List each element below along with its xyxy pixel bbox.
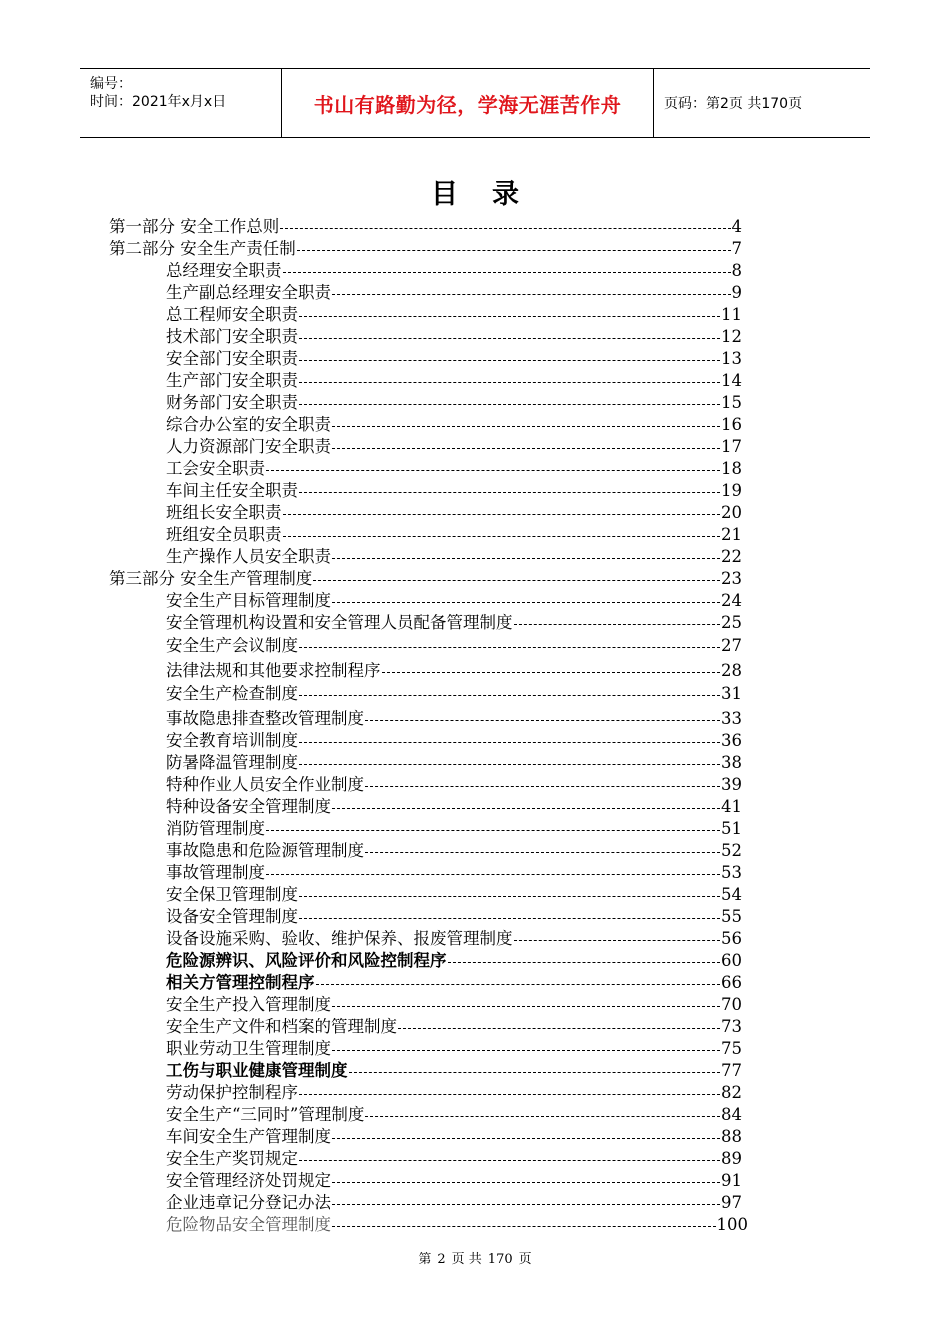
toc-entry-label: 法律法规和其他要求控制程序 — [166, 661, 381, 680]
toc-entry-label: 安全部门安全职责 — [166, 349, 298, 368]
toc-leader-line — [365, 786, 720, 787]
toc-entry-page: 60 — [721, 951, 742, 970]
toc-entry-page: 16 — [721, 415, 742, 434]
toc-leader-line — [299, 492, 720, 493]
toc-entry-page: 12 — [721, 327, 742, 346]
toc-entry-page: 66 — [721, 973, 742, 992]
toc-leader-line — [332, 1050, 720, 1051]
toc-entry-label: 安全管理机构设置和安全管理人员配备管理制度 — [166, 613, 513, 632]
toc-entry-page: 39 — [721, 775, 742, 794]
toc-entry-label: 财务部门安全职责 — [166, 393, 298, 412]
toc-entry[interactable] — [166, 1038, 742, 1060]
toc-entry[interactable] — [166, 950, 742, 972]
toc-entry-label: 安全生产文件和档案的管理制度 — [166, 1017, 397, 1036]
toc-entry-label: 第一部分 安全工作总则 — [109, 217, 280, 236]
toc-leader-line — [266, 874, 720, 875]
toc-leader-line — [299, 647, 720, 648]
toc-entry[interactable] — [166, 260, 742, 282]
toc-entry-page: 25 — [721, 613, 742, 632]
toc-entry-page: 14 — [721, 371, 742, 390]
toc-entry[interactable] — [166, 524, 742, 546]
toc-entry[interactable] — [166, 458, 742, 480]
toc-leader-line — [332, 1226, 716, 1227]
toc-entry-label: 劳动保护控制程序 — [166, 1083, 298, 1102]
toc-entry-label: 安全生产“三同时”管理制度 — [166, 1105, 365, 1124]
toc-entry-label: 安全生产目标管理制度 — [166, 591, 331, 610]
toc-leader-line — [332, 1006, 720, 1007]
toc-leader-line — [332, 1182, 720, 1183]
footer-mid: 页 共 — [451, 1252, 482, 1267]
document-time-label: 时间：2021年x月x日 — [90, 94, 227, 110]
toc-entry-label: 安全生产会议制度 — [166, 636, 298, 655]
toc-entry[interactable] — [166, 1082, 742, 1104]
toc-entry-page: 56 — [721, 929, 742, 948]
toc-leader-line — [332, 558, 720, 559]
toc-entry-label: 事故隐患和危险源管理制度 — [166, 841, 364, 860]
toc-entry[interactable] — [166, 546, 742, 568]
toc-entry-label: 总经理安全职责 — [166, 261, 282, 280]
header-meta-cell — [80, 69, 282, 137]
toc-leader-line — [332, 294, 731, 295]
footer-suffix: 页 — [518, 1252, 532, 1267]
toc-leader-line — [299, 742, 720, 743]
toc-leader-line — [299, 360, 720, 361]
toc-leader-line — [283, 536, 721, 537]
toc-leader-line — [283, 514, 721, 515]
toc-entry-page: 91 — [721, 1171, 742, 1190]
document-code-label: 编号： — [90, 76, 132, 92]
toc-leader-line — [266, 470, 720, 471]
toc-entry[interactable] — [166, 796, 742, 818]
toc-entry-label: 相关方管理控制程序 — [166, 973, 315, 992]
toc-entry-page: 15 — [721, 393, 742, 412]
toc-leader-line — [299, 382, 720, 383]
toc-entry[interactable] — [166, 884, 742, 906]
toc-entry[interactable] — [166, 414, 742, 436]
toc-entry[interactable] — [166, 928, 742, 950]
header-motto-cell — [282, 69, 654, 137]
toc-entry-page: 9 — [731, 283, 742, 302]
toc-entry[interactable] — [166, 1214, 748, 1236]
toc-entry-label: 技术部门安全职责 — [166, 327, 298, 346]
toc-leader-line — [365, 720, 720, 721]
toc-entry[interactable] — [166, 994, 742, 1016]
toc-entry-label: 危险物品安全管理制度 — [166, 1215, 331, 1234]
toc-leader-line — [299, 1160, 720, 1161]
toc-entry[interactable] — [166, 304, 742, 326]
page-footer — [0, 1248, 950, 1267]
toc-entry-label: 设备设施采购、验收、维护保养、报废管理制度 — [166, 929, 513, 948]
toc-entry-page: 84 — [721, 1105, 742, 1124]
toc-entry-page: 82 — [721, 1083, 742, 1102]
toc-entry[interactable] — [166, 1148, 742, 1170]
toc-entry-page: 23 — [721, 569, 742, 588]
toc-entry[interactable] — [166, 590, 742, 612]
toc-leader-line — [280, 228, 730, 229]
toc-entry-page: 73 — [721, 1017, 742, 1036]
toc-entry-label: 特种设备安全管理制度 — [166, 797, 331, 816]
toc-entry-label: 生产部门安全职责 — [166, 371, 298, 390]
toc-entry-label: 职业劳动卫生管理制度 — [166, 1039, 331, 1058]
document-header — [80, 68, 870, 138]
toc-leader-line — [332, 426, 720, 427]
toc-entry-page: 7 — [731, 239, 742, 258]
toc-leader-line — [299, 316, 720, 317]
toc-leader-line — [299, 896, 720, 897]
toc-entry[interactable] — [166, 392, 742, 414]
toc-entry[interactable] — [166, 683, 742, 705]
toc-entry-page: 89 — [721, 1149, 742, 1168]
toc-leader-line — [297, 250, 731, 251]
toc-leader-line — [365, 1116, 720, 1117]
toc-entry-page: 41 — [721, 797, 742, 816]
toc-entry-label: 设备安全管理制度 — [166, 907, 298, 926]
toc-entry[interactable] — [166, 1126, 742, 1148]
toc-entry-page: 11 — [721, 305, 742, 324]
toc-leader-line — [299, 764, 720, 765]
toc-leader-line — [299, 695, 720, 696]
toc-entry[interactable] — [109, 216, 742, 238]
toc-entry-page: 24 — [721, 591, 742, 610]
toc-leader-line — [514, 624, 721, 625]
toc-entry-label: 车间安全生产管理制度 — [166, 1127, 331, 1146]
toc-entry-label: 人力资源部门安全职责 — [166, 437, 331, 456]
toc-entry-page: 70 — [721, 995, 742, 1014]
toc-leader-line — [349, 1072, 721, 1073]
toc-entry-label: 工会安全职责 — [166, 459, 265, 478]
toc-entry-page: 38 — [721, 753, 742, 772]
header-page-info-cell — [654, 69, 870, 137]
toc-entry-page: 4 — [731, 217, 742, 236]
toc-entry[interactable] — [166, 370, 742, 392]
page-title: 目录 — [431, 179, 553, 210]
toc-entry[interactable] — [166, 818, 742, 840]
toc-entry-page: 21 — [721, 525, 742, 544]
toc-leader-line — [299, 918, 720, 919]
toc-entry[interactable] — [166, 326, 742, 348]
toc-entry-label: 安全教育培训制度 — [166, 731, 298, 750]
toc-leader-line — [299, 404, 720, 405]
toc-entry[interactable] — [166, 862, 742, 884]
toc-entry[interactable] — [166, 1104, 742, 1126]
toc-entry-label: 第二部分 安全生产责任制 — [109, 239, 296, 258]
toc-entry-label: 事故管理制度 — [166, 863, 265, 882]
toc-entry-page: 97 — [721, 1193, 742, 1212]
toc-leader-line — [448, 962, 721, 963]
toc-entry[interactable] — [166, 752, 742, 774]
toc-entry-page: 8 — [731, 261, 742, 280]
footer-prefix: 第 — [418, 1252, 432, 1267]
toc-leader-line — [316, 984, 721, 985]
toc-leader-line — [365, 852, 720, 853]
toc-entry-page: 51 — [721, 819, 742, 838]
toc-entry-page: 75 — [721, 1039, 742, 1058]
toc-entry-label: 第三部分 安全生产管理制度 — [109, 569, 313, 588]
toc-entry-label: 危险源辨识、风险评价和风险控制程序 — [166, 951, 447, 970]
toc-entry[interactable] — [166, 774, 742, 796]
toc-entry-page: 55 — [721, 907, 742, 926]
toc-entry-page: 54 — [721, 885, 742, 904]
toc-entry[interactable] — [166, 1060, 742, 1082]
toc-entry-label: 生产操作人员安全职责 — [166, 547, 331, 566]
toc-entry[interactable] — [166, 612, 742, 634]
toc-leader-line — [299, 1094, 720, 1095]
toc-entry-label: 班组长安全职责 — [166, 503, 282, 522]
toc-entry-page: 36 — [721, 731, 742, 750]
toc-entry-label: 安全生产检查制度 — [166, 684, 298, 703]
footer-total-pages: 170 — [487, 1252, 513, 1267]
toc-entry-page: 31 — [721, 684, 742, 703]
toc-entry-page: 77 — [721, 1061, 742, 1080]
toc-leader-line — [266, 830, 720, 831]
toc-entry-page: 88 — [721, 1127, 742, 1146]
toc-leader-line — [332, 448, 720, 449]
toc-entry-label: 班组安全员职责 — [166, 525, 282, 544]
toc-entry[interactable] — [166, 660, 742, 682]
toc-entry[interactable] — [166, 906, 742, 928]
toc-leader-line — [398, 1028, 720, 1029]
toc-entry[interactable] — [166, 502, 742, 524]
toc-entry[interactable] — [166, 480, 742, 502]
toc-entry-label: 安全生产投入管理制度 — [166, 995, 331, 1014]
toc-entry-label: 事故隐患排查整改管理制度 — [166, 709, 364, 728]
toc-entry[interactable] — [109, 238, 742, 260]
toc-leader-line — [332, 1204, 720, 1205]
toc-entry-label: 车间主任安全职责 — [166, 481, 298, 500]
toc-entry-page: 53 — [721, 863, 742, 882]
toc-entry-label: 安全管理经济处罚规定 — [166, 1171, 331, 1190]
toc-leader-line — [283, 272, 731, 273]
toc-entry-label: 综合办公室的安全职责 — [166, 415, 331, 434]
toc-entry-page: 13 — [721, 349, 742, 368]
toc-entry-label: 消防管理制度 — [166, 819, 265, 838]
toc-entry[interactable] — [166, 1192, 742, 1214]
toc-entry-label: 工伤与职业健康管理制度 — [166, 1061, 348, 1080]
toc-entry[interactable] — [166, 635, 742, 657]
toc-entry[interactable] — [166, 436, 742, 458]
header-motto: 书山有路勤为径，学海无涯苦作舟 — [313, 92, 622, 117]
toc-leader-line — [313, 580, 720, 581]
footer-current-page: 2 — [437, 1252, 446, 1267]
toc-entry[interactable] — [166, 708, 742, 730]
toc-entry-page: 22 — [721, 547, 742, 566]
toc-entry-page: 17 — [721, 437, 742, 456]
toc-entry-label: 安全生产奖罚规定 — [166, 1149, 298, 1168]
toc-leader-line — [332, 808, 720, 809]
toc-leader-line — [332, 602, 720, 603]
toc-entry[interactable] — [166, 730, 742, 752]
toc-entry[interactable] — [166, 1170, 742, 1192]
toc-entry-label: 防暑降温管理制度 — [166, 753, 298, 772]
toc-entry-page: 28 — [721, 661, 742, 680]
toc-entry-page: 27 — [721, 636, 742, 655]
header-page-info: 页码：第2页 共170页 — [664, 96, 803, 112]
toc-entry-label: 总工程师安全职责 — [166, 305, 298, 324]
toc-entry[interactable] — [166, 972, 742, 994]
toc-entry-label: 安全保卫管理制度 — [166, 885, 298, 904]
toc-leader-line — [332, 1138, 720, 1139]
toc-entry-page: 20 — [721, 503, 742, 522]
toc-leader-line — [299, 338, 720, 339]
toc-entry-page: 19 — [721, 481, 742, 500]
toc-entry[interactable] — [166, 1016, 742, 1038]
toc-entry-page: 100 — [716, 1215, 748, 1234]
toc-entry-page: 33 — [721, 709, 742, 728]
toc-entry[interactable] — [166, 348, 742, 370]
toc-entry-page: 52 — [721, 841, 742, 860]
toc-entry-label: 特种作业人员安全作业制度 — [166, 775, 364, 794]
toc-leader-line — [382, 672, 721, 673]
toc-entry[interactable] — [166, 840, 742, 862]
toc-entry-label: 生产副总经理安全职责 — [166, 283, 331, 302]
toc-entry[interactable] — [166, 282, 742, 304]
toc-leader-line — [514, 940, 721, 941]
toc-entry-label: 企业违章记分登记办法 — [166, 1193, 331, 1212]
toc-entry[interactable] — [109, 568, 742, 590]
toc-entry-page: 18 — [721, 459, 742, 478]
